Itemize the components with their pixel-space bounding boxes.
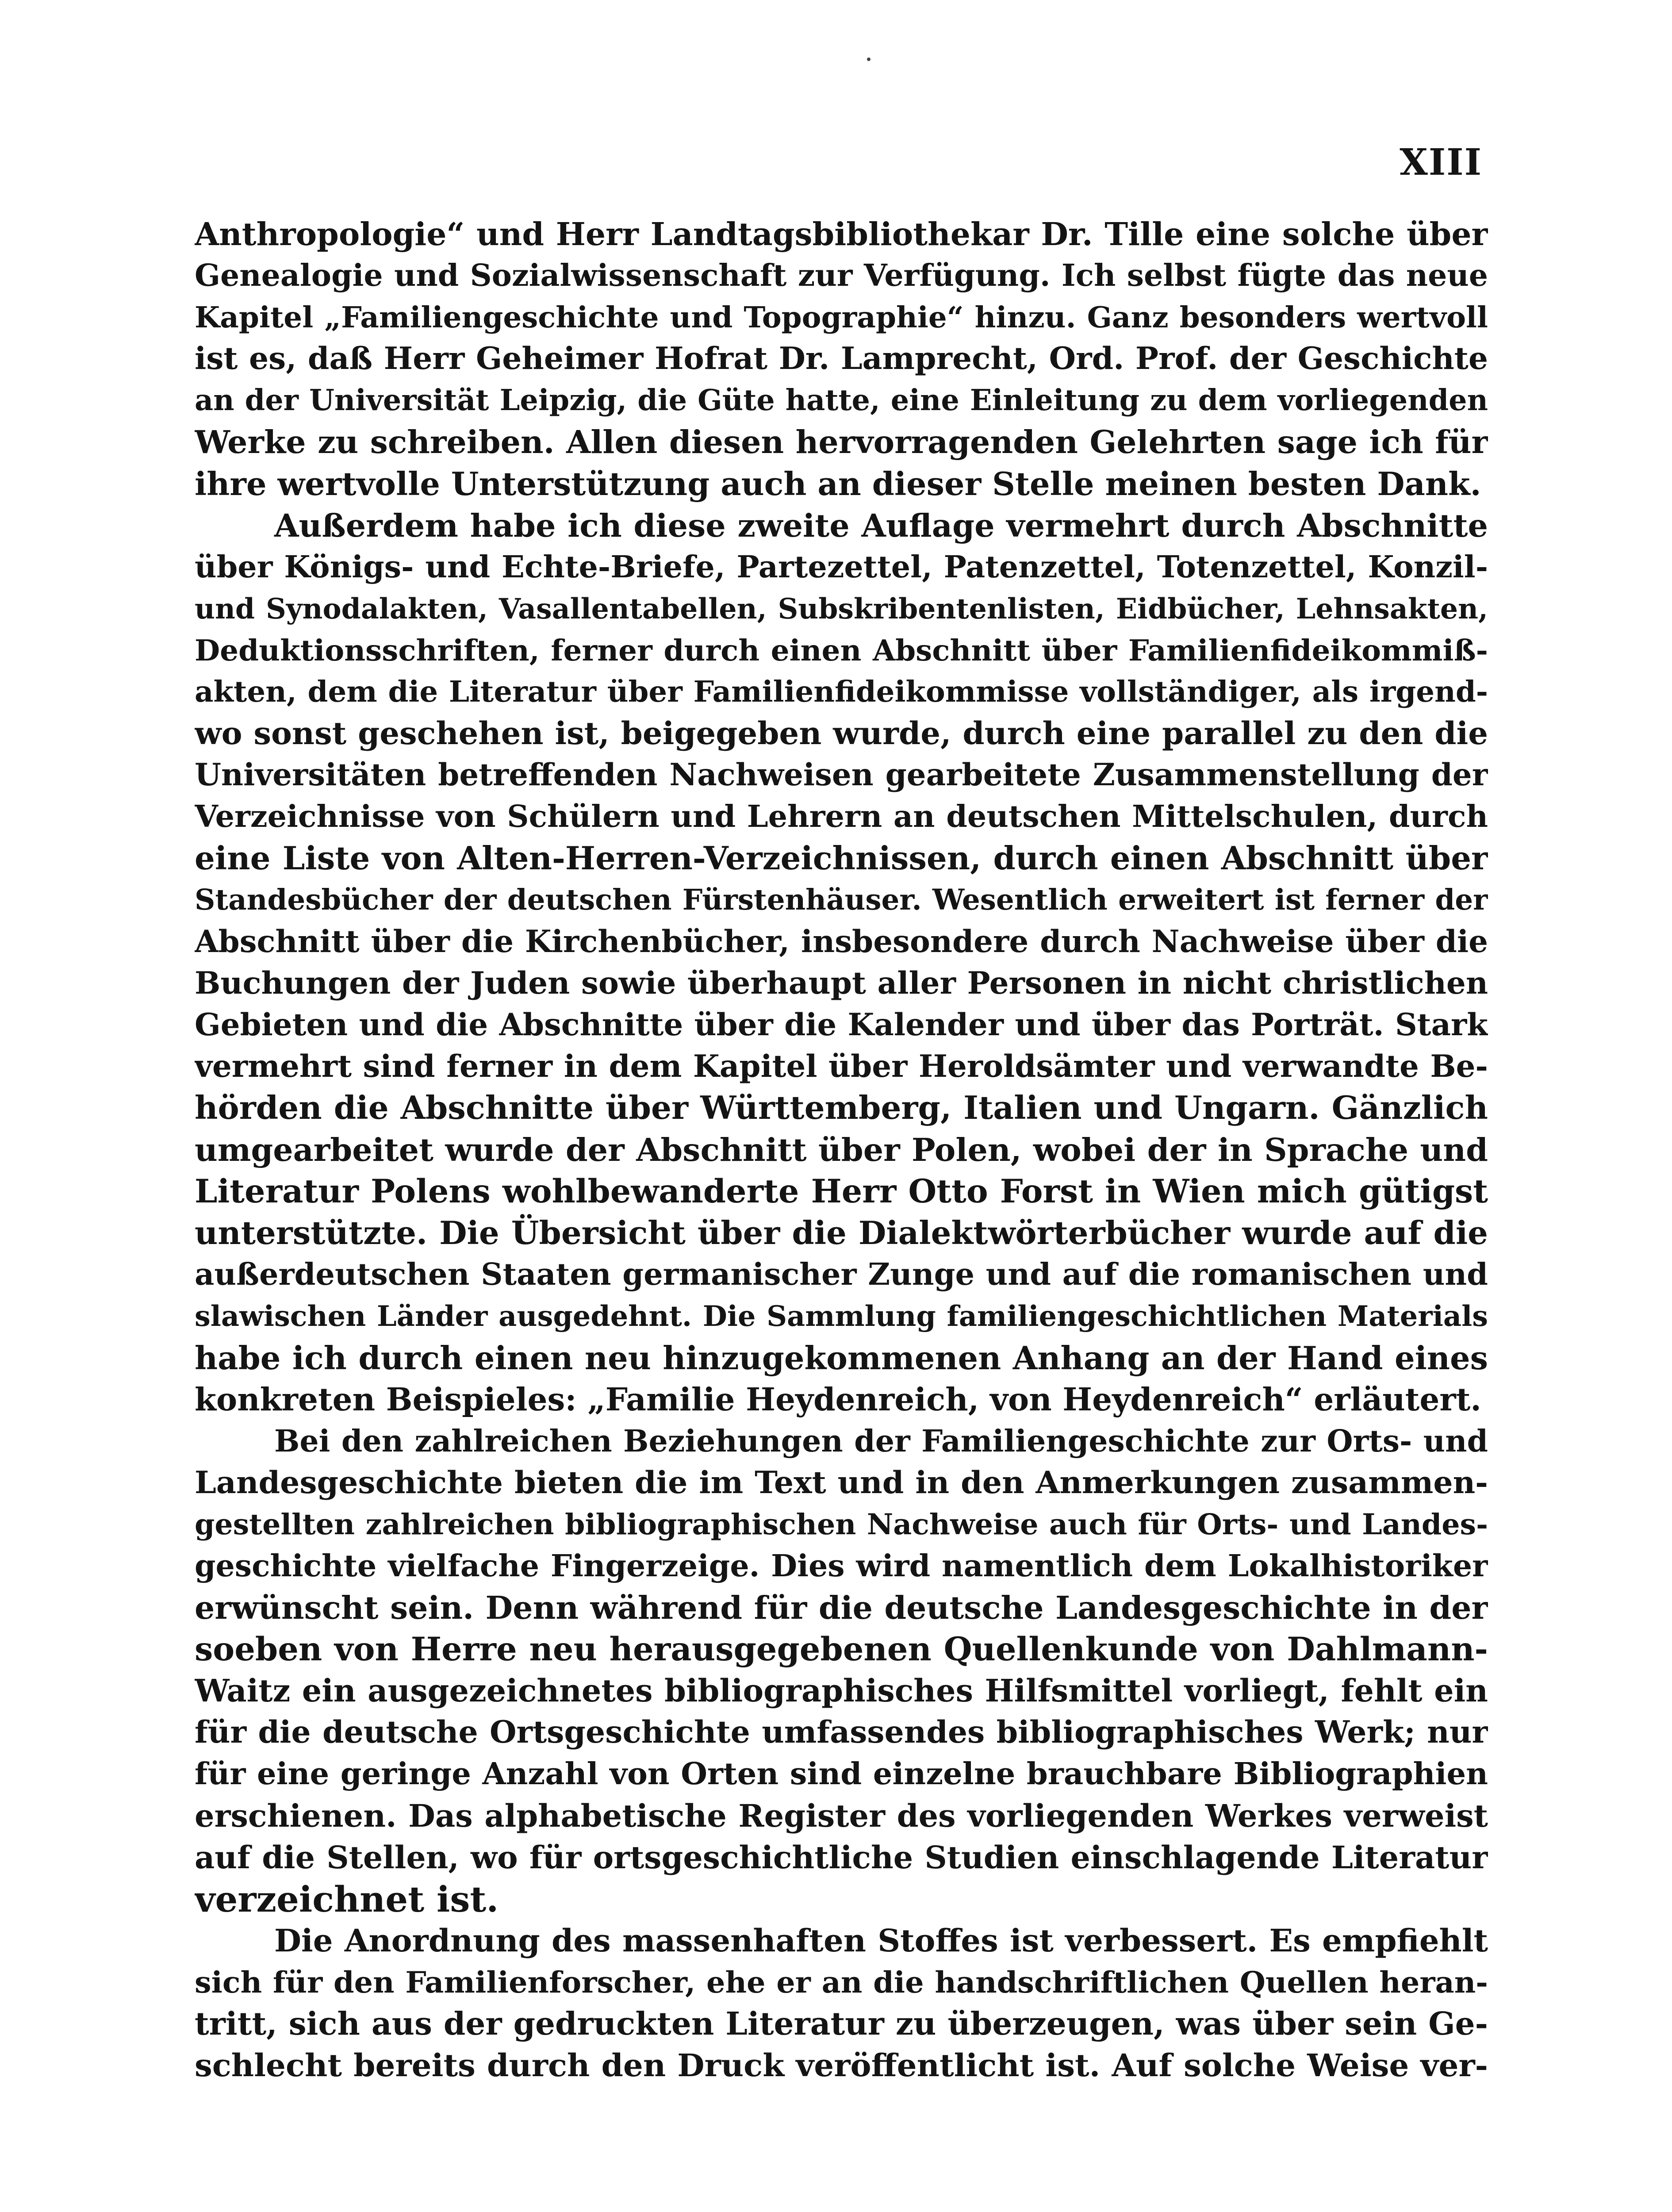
- text-line: schlecht bereits durch den Druck veröffentlicht ist. Auf solche Weise ver-: [195, 2047, 1488, 2084]
- text-line: unterstützte. Die Übersicht über die Dialektwörterbücher wurde auf die: [195, 1214, 1488, 1252]
- text-line: wo sonst geschehen ist, beigegeben wurde, durch eine parallel zu den die: [195, 715, 1488, 752]
- text-line: und Synodalakten, Vasallentabellen, Subskribentenlisten, Eidbücher, Lehnsakten,: [195, 592, 1488, 625]
- text-line: Deduktionsschriften, ferner durch einen Abschnitt über Familienfideikommiß-: [195, 633, 1488, 668]
- text-line: Bei den zahlreichen Beziehungen der Familiengeschichte zur Orts- und: [274, 1423, 1488, 1459]
- text-line: sich für den Familienforscher, ehe er an die handschriftlichen Quellen heran-: [195, 1964, 1488, 2000]
- text-line: Buchungen der Juden sowie überhaupt aller Personen in nicht christlichen: [195, 965, 1488, 1001]
- text-line: über Königs- und Echte-Briefe, Partezettel, Patenzettel, Totenzettel, Konzil-: [195, 549, 1488, 585]
- text-line: für eine geringe Anzahl von Orten sind einzelne brauchbare Bibliographien: [195, 1756, 1488, 1792]
- text-line: ist es, daß Herr Geheimer Hofrat Dr. Lamprecht, Ord. Prof. der Geschichte: [195, 341, 1488, 377]
- text-line: an der Universität Leipzig, die Güte hatte, eine Einleitung zu dem vorliegenden: [195, 384, 1488, 418]
- text-line: gestellten zahlreichen bibliographischen Nachweise auch für Orts- und Landes-: [195, 1507, 1488, 1541]
- text-line: Verzeichnisse von Schülern und Lehrern an deutschen Mittelschulen, durch: [195, 799, 1488, 835]
- text-line: Landesgeschichte bieten die im Text und in den Anmerkungen zusammen-: [195, 1464, 1488, 1501]
- text-line: Anthropologie“ und Herr Landtagsbibliothekar Dr. Tille eine solche über: [195, 215, 1488, 253]
- text-line: tritt, sich aus der gedruckten Literatur zu überzeugen, was über sein Ge-: [195, 2005, 1488, 2043]
- text-line: Genealogie und Sozialwissenschaft zur Verfügung. Ich selbst fügte das neue: [195, 258, 1488, 294]
- text-line: Gebieten und die Abschnitte über die Kalender und über das Porträt. Stark: [195, 1006, 1488, 1043]
- text-line: Kapitel „Familiengeschichte und Topographie“ hinzu. Ganz besonders wertvoll: [195, 300, 1488, 335]
- text-line: akten, dem die Literatur über Familienfideikommisse vollständiger, als irgend-: [195, 675, 1488, 709]
- text-line: slawischen Länder ausgedehnt. Die Sammlung familiengeschichtlichen Materials: [195, 1299, 1488, 1333]
- text-line: für die deutsche Ortsgeschichte umfassendes bibliographisches Werk; nur: [195, 1714, 1488, 1751]
- text-line: erschienen. Das alphabetische Register des vorliegenden Werkes verweist: [195, 1797, 1488, 1834]
- text-line: konkreten Beispieles: „Familie Heydenreich, von Heydenreich“ erläutert.: [195, 1381, 1481, 1418]
- text-line: Werke zu schreiben. Allen diesen hervorragenden Gelehrten sage ich für: [195, 423, 1488, 461]
- text-line: eine Liste von Alten-Herren-Verzeichnissen, durch einen Abschnitt über: [195, 839, 1488, 877]
- text-line: Waitz ein ausgezeichnetes bibliographisches Hilfsmittel vorliegt, fehlt ein: [195, 1673, 1488, 1709]
- text-line: habe ich durch einen neu hinzugekommenen Anhang an der Hand eines: [195, 1339, 1488, 1377]
- text-line: Literatur Polens wohlbewanderte Herr Otto Forst in Wien mich gütigst: [195, 1172, 1488, 1211]
- text-line: vermehrt sind ferner in dem Kapitel über Heroldsämter und verwandte Be-: [195, 1048, 1488, 1084]
- text-line: Außerdem habe ich diese zweite Auflage vermehrt durch Abschnitte: [274, 507, 1488, 544]
- text-line: verzeichnet ist.: [195, 1878, 499, 1920]
- text-line: umgearbeitet wurde der Abschnitt über Polen, wobei der in Sprache und: [195, 1131, 1488, 1169]
- text-line: ihre wertvolle Unterstützung auch an dieser Stelle meinen besten Dank.: [195, 465, 1481, 503]
- text-line: außerdeutschen Staaten germanischer Zunge und auf die romanischen und: [195, 1257, 1488, 1293]
- text-line: geschichte vielfache Fingerzeige. Dies wird namentlich dem Lokalhistoriker: [195, 1548, 1488, 1584]
- text-line: hörden die Abschnitte über Württemberg, Italien und Ungarn. Gänzlich: [195, 1089, 1488, 1127]
- page-number: XIII: [1400, 141, 1482, 184]
- text-line: Standesbücher der deutschen Fürstenhäuser. Wesentlich erweitert ist ferner der: [195, 883, 1488, 917]
- text-line: Universitäten betreffenden Nachweisen gearbeitete Zusammenstellung der: [195, 757, 1488, 793]
- text-line: auf die Stellen, wo für ortsgeschichtliche Studien einschlagende Literatur: [195, 1839, 1488, 1876]
- body-text: [195, 213, 1488, 2086]
- text-line: Abschnitt über die Kirchenbücher, insbesondere durch Nachweise über die: [195, 923, 1488, 960]
- text-line: erwünscht sein. Denn während für die deutsche Landesgeschichte in der: [195, 1589, 1488, 1627]
- print-speck: [867, 58, 871, 61]
- text-line: Die Anordnung des massenhaften Stoffes ist verbessert. Es empfiehlt: [274, 1922, 1488, 1959]
- text-line: soeben von Herre neu herausgegebenen Quellenkunde von Dahlmann-: [195, 1630, 1488, 1669]
